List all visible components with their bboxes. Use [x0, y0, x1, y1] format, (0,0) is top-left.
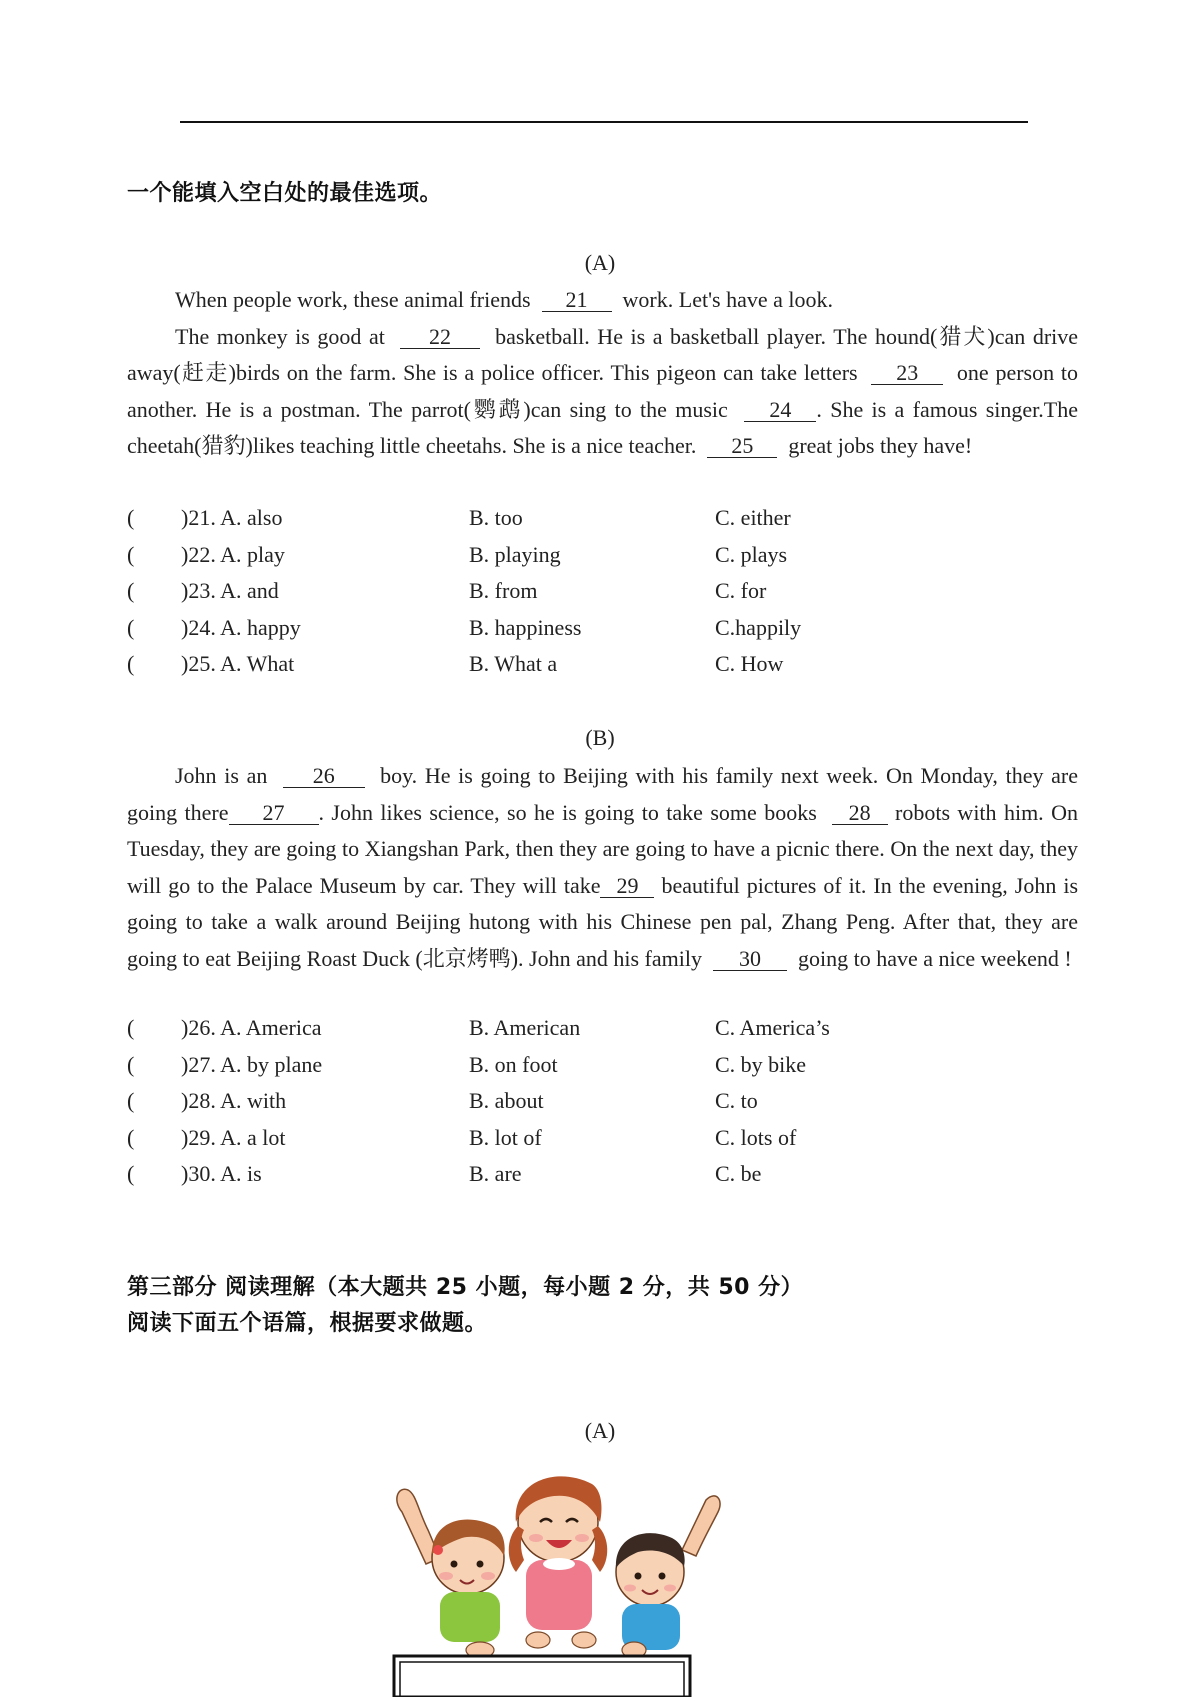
blank-28: 28: [832, 802, 888, 825]
question-row: [127, 1083, 1078, 1120]
question-stem-21: )21. A. also: [181, 505, 283, 530]
option-c: C. America’s: [715, 1015, 830, 1040]
option-b: B. What a: [469, 651, 558, 677]
answer-paren[interactable]: (: [127, 1124, 135, 1150]
question-stem-22: )22. A. play: [181, 541, 285, 567]
option-c: C. for: [715, 578, 767, 604]
passage-a-paragraph-2: [127, 319, 1078, 465]
blank-23: 23: [871, 362, 943, 385]
option-c: C. plays: [715, 541, 788, 567]
option-b: B. happiness: [469, 614, 582, 640]
answer-paren[interactable]: (: [127, 1088, 135, 1114]
passage-a-text: [127, 282, 1078, 465]
question-row: [127, 1120, 1078, 1157]
part3-title: 第三部分 阅读理解（本大题共 25 小题，每小题 2 分，共 50 分）: [127, 1275, 804, 1300]
question-row: [127, 610, 1078, 647]
question-stem-28: )28. A. with: [181, 1088, 287, 1114]
passage-text: beautiful pictures of it. In the evening, John is going to take a walk around Beijing hutong with his Chinese pen pal, Zhang Peng. After that, they are going to eat Beijing Roast Duck (北京烤鸭). John and his family: [127, 872, 1079, 971]
passage-a-questions: [127, 500, 1078, 683]
passage-text: going to have a nice weekend !: [798, 945, 1072, 971]
option-c: C. to: [715, 1088, 758, 1114]
option-c: C. be: [715, 1161, 762, 1187]
question-stem-23: )23. A. and: [181, 578, 279, 604]
answer-paren[interactable]: (: [127, 614, 135, 640]
answer-paren[interactable]: (: [127, 1051, 135, 1077]
blank-27: 27: [229, 802, 319, 825]
question-row: [127, 573, 1078, 610]
option-c: C. either: [715, 505, 791, 530]
header-rule: [180, 121, 1028, 123]
passage-text: . She is a famous singer.The cheetah(猎豹)likes teaching little cheetahs. She is a nice teacher.: [127, 396, 1078, 458]
answer-paren[interactable]: (: [127, 1161, 135, 1187]
answer-paren[interactable]: (: [127, 651, 135, 677]
question-row: [127, 1156, 1078, 1193]
passage-text: robots with him. On Tuesday, they are going to Xiangshan Park, then they are going to have a picnic there. On the next day, they will go to the Palace Museum by car. They will take: [127, 799, 1078, 898]
passage-text: boy. He is going to Beijing with his family next week. On Monday, they are going there: [127, 763, 1078, 825]
blank-21: 21: [542, 289, 612, 312]
answer-paren[interactable]: (: [127, 578, 135, 604]
passage-text: When people work, these animal friends: [175, 287, 531, 312]
passage-b-paragraph: [127, 758, 1078, 977]
option-b: B. about: [469, 1088, 544, 1114]
passage-text: great jobs they have!: [788, 433, 973, 458]
children-illustration: [388, 1460, 728, 1697]
passage-text: . John likes science, so he is going to take some books: [318, 799, 817, 825]
passage-a-label: (A): [584, 250, 616, 275]
question-stem-24: )24. A. happy: [181, 614, 301, 640]
blank-25: 25: [707, 435, 777, 458]
part3-passage-a-label: (A): [584, 1418, 616, 1443]
option-b: B. American: [469, 1015, 581, 1040]
passage-text: one person to another. He is a postman. The parrot(鹦鹉)can sing to the music: [127, 360, 1079, 422]
answer-paren[interactable]: (: [127, 1015, 135, 1040]
question-row: [127, 537, 1078, 574]
option-c: C.happily: [715, 614, 802, 640]
option-b: B. from: [469, 578, 538, 604]
option-b: B. on foot: [469, 1051, 558, 1077]
question-stem-30: )30. A. is: [181, 1161, 262, 1187]
question-row: [127, 646, 1078, 683]
section-instruction: 一个能填入空白处的最佳选项。: [127, 181, 443, 206]
option-c: C. by bike: [715, 1051, 807, 1077]
option-b: B. too: [469, 505, 523, 530]
passage-a-paragraph-1: [127, 282, 1078, 319]
passage-text: basketball. He is a basketball player. The hound(猎犬)can drive away(赶走)birds on the farm. She is a police officer. This pigeon can take letters: [127, 323, 1079, 385]
blank-22: 22: [400, 326, 480, 349]
question-row: [127, 500, 1078, 537]
blank-26: 26: [283, 765, 365, 788]
passage-text: The monkey is good at: [175, 323, 385, 349]
question-stem-27: )27. A. by plane: [181, 1051, 323, 1077]
passage-text: work. Let's have a look.: [622, 287, 834, 312]
option-c: C. How: [715, 651, 784, 677]
question-row: [127, 1010, 1078, 1047]
question-stem-25: )25. A. What: [181, 651, 295, 677]
answer-paren[interactable]: (: [127, 505, 135, 530]
option-c: C. lots of: [715, 1124, 797, 1150]
option-b: B. are: [469, 1161, 522, 1187]
passage-b-text: [127, 758, 1078, 977]
passage-b-label: (B): [585, 725, 615, 750]
option-b: B. lot of: [469, 1124, 542, 1150]
passage-b-questions: [127, 1010, 1078, 1193]
blank-29: 29: [600, 875, 654, 898]
question-stem-26: )26. A. America: [181, 1015, 322, 1040]
blank-24: 24: [744, 399, 816, 422]
question-stem-29: )29. A. a lot: [181, 1124, 286, 1150]
part3-instruction: 阅读下面五个语篇，根据要求做题。: [127, 1311, 488, 1336]
question-row: [127, 1047, 1078, 1084]
answer-paren[interactable]: (: [127, 541, 135, 567]
option-b: B. playing: [469, 541, 561, 567]
blank-30: 30: [713, 948, 787, 971]
passage-text: John is an: [175, 763, 268, 788]
